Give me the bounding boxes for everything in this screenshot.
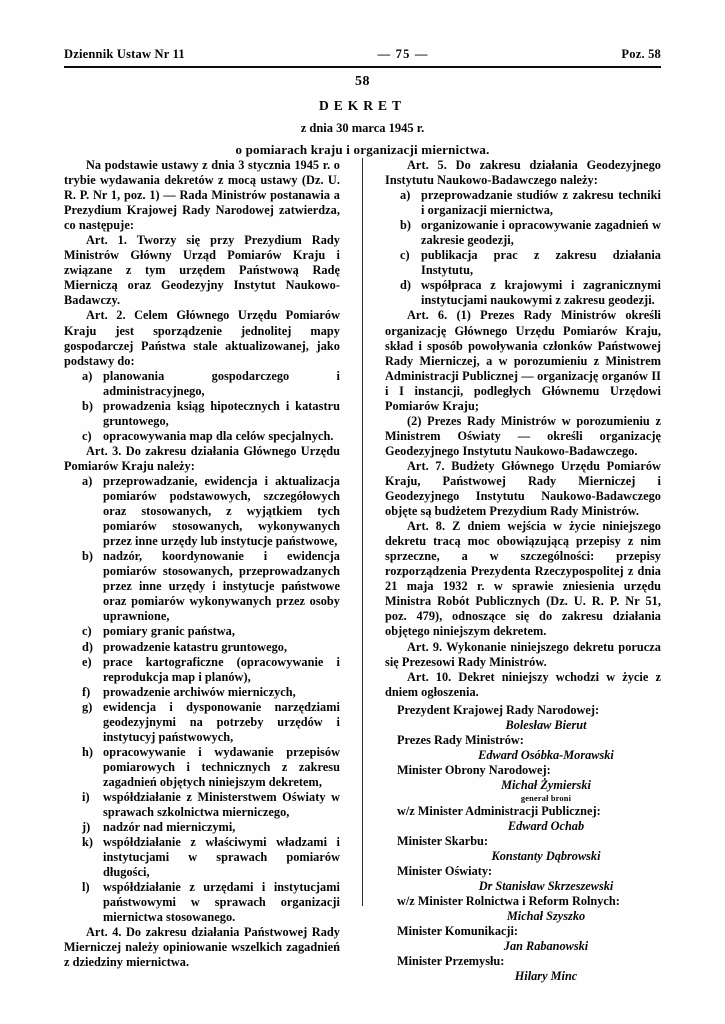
journal-title: Dziennik Ustaw Nr 11 bbox=[64, 47, 185, 61]
article-3-text: Do zakresu działania Głównego Urzędu Pomiarów Kraju należy: bbox=[64, 443, 340, 473]
item-marker: a) bbox=[82, 473, 93, 488]
column-divider bbox=[362, 158, 363, 906]
item-marker: b) bbox=[82, 549, 94, 564]
signatory-name: Bolesław Bierut bbox=[505, 717, 587, 732]
article-9 bbox=[385, 640, 661, 670]
article-7-text: Budżety Głównego Urzędu Pomiarów Kraju, Państwowej Rady Mierniczej i Geodezyjnego Instytutu Naukowo-Badawczego objęte są budżetem Prezydium Rady Ministrów. bbox=[385, 458, 662, 519]
list-item bbox=[64, 624, 340, 639]
item-text: planowania gospodarczego i administracyjnego, bbox=[103, 368, 340, 398]
article-10-label: Art. 10. bbox=[407, 669, 452, 684]
item-text: przeprowadzanie studiów z zakresu techniki i organizacji miernictwa, bbox=[421, 188, 661, 218]
item-marker: j) bbox=[82, 820, 91, 835]
article-5 bbox=[385, 158, 661, 188]
item-text: przeprowadzanie, ewidencja i aktualizacja pomiarów podstawowych, szczegółowych oraz stosowanych, z wyjątkiem tych pomiarów stosowanych, wykonywanych przez inne urzędy lub instytucje państwowe, bbox=[103, 473, 340, 549]
item-text: publikacja prac z zakresu działania Instytutu, bbox=[421, 248, 661, 278]
signatory-office: w/z Minister Rolnictwa i Reform Rolnych: bbox=[397, 894, 620, 909]
article-6-paragraph-1 bbox=[385, 308, 661, 413]
item-text: nadzór, koordynowanie i ewidencja pomiarów stosowanych, przeprowadzanych przez inne urzędy i instytucje państwowe oraz pomiarów wykonywanych przez osoby uprawnione, bbox=[103, 549, 340, 624]
item-text: prowadzenia ksiąg hipotecznych i katastru gruntowego, bbox=[103, 398, 340, 428]
signature-entry bbox=[385, 834, 661, 864]
item-text: nadzór nad mierniczymi, bbox=[103, 820, 236, 835]
item-marker: l) bbox=[82, 880, 90, 895]
list-item bbox=[64, 835, 340, 880]
article-10 bbox=[385, 670, 661, 700]
item-marker: h) bbox=[82, 744, 94, 759]
item-marker: d) bbox=[82, 639, 94, 654]
body-columns bbox=[64, 158, 662, 984]
item-text: opracowywanie i wydawanie przepisów pomiarowych i technicznych z zakresu zagadnień objętych niniejszym dekretem, bbox=[103, 744, 340, 789]
signature-entry bbox=[385, 954, 661, 984]
article-1-text: Tworzy się przy Prezydium Rady Ministrów Główny Urząd Pomiarów Kraju i związane z tym urzędem Państwową Radę Mierniczą oraz Geodezyjny Instytut Naukowo-Badawczy. bbox=[64, 233, 341, 308]
article-6-text-1: (1) Prezes Rady Ministrów określi organizację Głównego Urzędu Pomiarów Kraju, skład i sposób powoływania członków Państwowej Rady Mierniczej, a w porozumieniu z Ministrem Administracji Publicznej — organizację organów II i I instancji, podległych Głównemu Urzędowi Pomiarów Kraju; bbox=[385, 308, 661, 413]
signatory-name: Michał Szyszko bbox=[506, 909, 586, 924]
item-text: współdziałanie z urzędami i instytucjami państwowymi w sprawach organizacji miernictwa stosowanego. bbox=[103, 880, 340, 925]
item-marker: b) bbox=[400, 218, 412, 233]
item-text: pomiary granic państwa, bbox=[103, 624, 235, 639]
signature-entry bbox=[385, 733, 661, 763]
signature-block bbox=[385, 703, 661, 985]
title-block bbox=[64, 74, 661, 158]
signatory-name: Jan Rabanowski bbox=[503, 939, 589, 954]
article-9-label: Art. 9. bbox=[407, 639, 443, 654]
list-item bbox=[385, 278, 661, 308]
signatory-office: Minister Komunikacji: bbox=[397, 924, 519, 939]
item-text: prace kartograficzne (opracowywanie i reprodukcja map i planów), bbox=[103, 654, 340, 684]
article-10-text: Dekret niniejszy wchodzi w życie z dniem ogłoszenia. bbox=[385, 669, 661, 699]
item-marker: c) bbox=[82, 428, 92, 443]
left-column bbox=[64, 158, 340, 971]
article-9-text: Wykonanie niniejszego dekretu porucza się Prezesowi Rady Ministrów. bbox=[385, 639, 662, 669]
signature-entry bbox=[385, 763, 661, 804]
signatory-office: w/z Minister Administracji Publicznej: bbox=[397, 803, 601, 818]
article-4 bbox=[64, 925, 340, 970]
signature-entry bbox=[385, 804, 661, 834]
act-number: 58 bbox=[355, 74, 370, 89]
list-item bbox=[64, 369, 340, 399]
item-marker: e) bbox=[82, 654, 92, 669]
item-text: ewidencja i dysponowanie narzędziami geodezyjnymi na potrzeby urzędów i instytucyj państwowych, bbox=[103, 699, 340, 744]
article-2-items bbox=[64, 369, 340, 444]
signatory-name: Konstanty Dąbrowski bbox=[491, 849, 601, 864]
article-8-text: Z dniem wejścia w życie niniejszego dekretu tracą moc obowiązującą przepisy z nim sprzeczne, a w szczególności: przepisy rozporządzenia Prezydenta Rzeczypospolitej z dnia 21 maja 1932 r. w sprawie zniesienia urzędu Ministra Robót Publicznych (Dz. U. R. P. Nr 51, poz. 479), odnoszące się do zakresu działania objętego niniejszym dekretem. bbox=[385, 519, 662, 639]
article-4-text: Do zakresu działania Państwowej Rady Mierniczej należy opiniowanie wszelkich zagadnień z dziedziny miernictwa. bbox=[64, 925, 341, 970]
signatory-office: Minister Obrony Narodowej: bbox=[397, 762, 551, 777]
running-head bbox=[64, 47, 661, 62]
article-5-label: Art. 5. bbox=[407, 158, 447, 172]
signatory-office: Minister Skarbu: bbox=[397, 834, 488, 849]
document-subject: o pomiarach kraju i organizacji miernictwa. bbox=[235, 142, 490, 157]
signatory-rank: generał broni bbox=[520, 793, 572, 803]
signatory-name: Hilary Minc bbox=[514, 969, 578, 984]
article-7-label: Art. 7. bbox=[407, 458, 445, 473]
document-kind: DEKRET bbox=[318, 98, 406, 113]
article-2-label: Art. 2. bbox=[86, 308, 126, 323]
signatory-name: Dr Stanisław Skrzeszewski bbox=[478, 879, 614, 894]
item-marker: k) bbox=[82, 835, 94, 850]
document-date: z dnia 30 marca 1945 r. bbox=[300, 121, 425, 135]
list-item bbox=[64, 399, 340, 429]
right-column bbox=[385, 158, 661, 985]
signatory-name: Edward Ochab bbox=[507, 819, 585, 834]
header-rule bbox=[64, 66, 661, 68]
preamble: Na podstawie ustawy z dnia 3 stycznia 1945 r. o trybie wydawania dekretów z mocą ustawy (Dz. U. R. P. Nr 1, poz. 1) — Rada Ministrów postanawia a Prezydium Krajowej Rady Narodowej zatwierdza, co następuje: bbox=[64, 158, 340, 233]
item-text: współdziałanie z Ministerstwem Oświaty w sprawach szkolnictwa mierniczego, bbox=[103, 789, 340, 820]
item-marker: d) bbox=[400, 278, 412, 293]
article-6-label: Art. 6. bbox=[407, 308, 448, 323]
item-text: prowadzenie archiwów mierniczych, bbox=[103, 684, 296, 699]
item-text: współdziałanie z właściwymi władzami i instytucjami w sprawach pomiarów długości, bbox=[103, 835, 340, 880]
list-item bbox=[385, 248, 661, 278]
signatory-office: Minister Przemysłu: bbox=[397, 954, 505, 969]
signatory-name: Edward Osóbka-Morawski bbox=[478, 747, 614, 762]
list-item bbox=[64, 474, 340, 549]
item-marker: b) bbox=[82, 398, 94, 413]
article-5-items bbox=[385, 188, 661, 308]
article-7 bbox=[385, 459, 661, 519]
position-label: Poz. 58 bbox=[621, 47, 661, 61]
item-marker: a) bbox=[400, 188, 411, 203]
list-item bbox=[64, 700, 340, 745]
article-2-text: Celem Głównego Urzędu Pomiarów Kraju jest sporządzenie jednolitej mapy gospodarczej Państwa stale aktualizowanej, jako podstawy do: bbox=[64, 308, 341, 368]
page-number: — 75 — bbox=[377, 47, 429, 61]
signature-entry bbox=[385, 703, 661, 733]
item-marker: g) bbox=[82, 699, 93, 714]
item-marker: c) bbox=[82, 624, 92, 639]
signature-entry bbox=[385, 924, 661, 954]
item-text: prowadzenie katastru gruntowego, bbox=[103, 639, 288, 654]
article-1-label: Art. 1. bbox=[86, 233, 127, 248]
item-text: współpraca z krajowymi i zagranicznymi instytucjami naukowymi z zakresu geodezji. bbox=[421, 278, 661, 308]
article-5-text: Do zakresu działania Geodezyjnego Instytutu Naukowo-Badawczego należy: bbox=[385, 158, 662, 188]
list-item bbox=[64, 745, 340, 790]
item-text: organizowanie i opracowywanie zagadnień w zakresie geodezji, bbox=[421, 218, 661, 248]
article-3-label: Art. 3. bbox=[86, 443, 122, 458]
item-marker: f) bbox=[82, 684, 91, 699]
article-3 bbox=[64, 444, 340, 474]
signature-entry bbox=[385, 864, 661, 894]
article-6-paragraph-2: (2) Prezes Rady Ministrów w porozumieniu z Ministrem Oświaty — określi organizację Geodezyjnego Instytutu Naukowo-Badawczego. bbox=[385, 413, 661, 458]
list-item bbox=[64, 429, 340, 444]
article-3-items bbox=[64, 474, 340, 925]
signatory-office: Minister Oświaty: bbox=[397, 864, 493, 879]
item-marker: a) bbox=[82, 368, 93, 383]
list-item bbox=[385, 188, 661, 218]
article-8 bbox=[385, 519, 661, 639]
article-2 bbox=[64, 308, 340, 368]
list-item bbox=[64, 549, 340, 624]
list-item bbox=[64, 640, 340, 655]
list-item bbox=[385, 218, 661, 248]
item-text: opracowywania map dla celów specjalnych. bbox=[103, 428, 334, 443]
list-item bbox=[64, 655, 340, 685]
item-marker: i) bbox=[82, 789, 90, 804]
signatory-office: Prezes Rady Ministrów: bbox=[397, 732, 524, 747]
article-4-label: Art. 4. bbox=[86, 925, 122, 940]
list-item bbox=[64, 820, 340, 835]
article-1 bbox=[64, 233, 340, 308]
signatory-name: Michał Żymierski bbox=[501, 777, 591, 792]
list-item bbox=[64, 790, 340, 820]
item-marker: c) bbox=[400, 248, 410, 263]
list-item bbox=[64, 685, 340, 700]
signature-entry bbox=[385, 894, 661, 924]
article-8-label: Art. 8. bbox=[407, 519, 446, 534]
list-item bbox=[64, 880, 340, 925]
signatory-office: Prezydent Krajowej Rady Narodowej: bbox=[397, 702, 600, 717]
